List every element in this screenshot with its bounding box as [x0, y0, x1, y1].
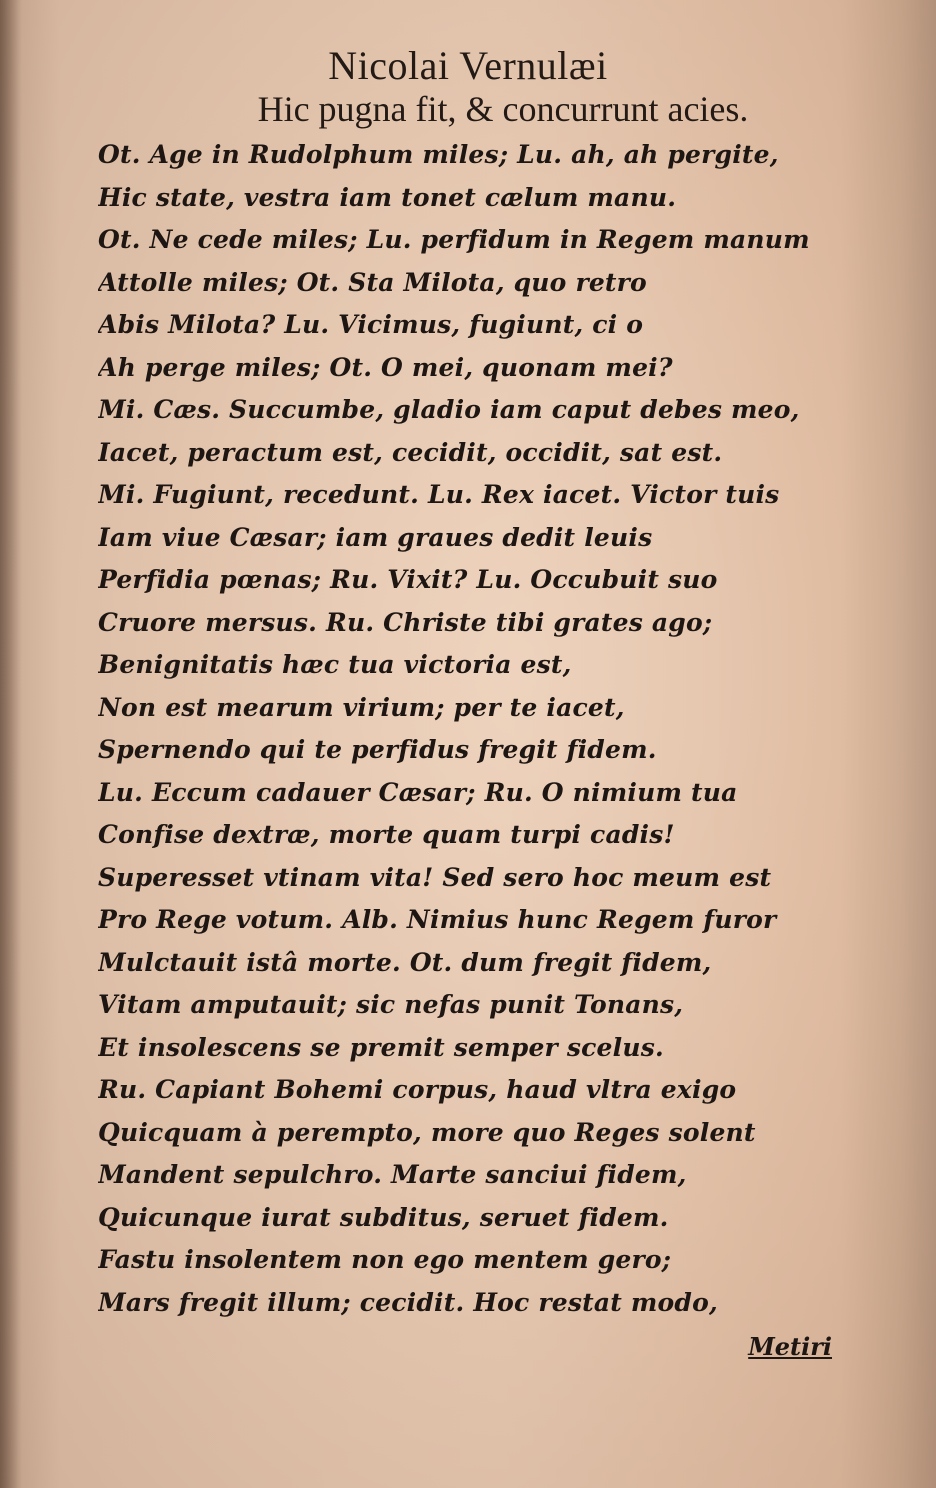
verse-line-18 [98, 857, 858, 900]
verse-line-28 [98, 1282, 858, 1325]
verse-line-19 [98, 899, 858, 942]
verse-text: Vitam amputauit; sic nefas punit Tonans, [98, 990, 684, 1019]
verse-line-23 [98, 1069, 858, 1112]
verse-text: Cruore mersus. Ru. Christe tibi grates ago; [98, 607, 713, 637]
verse-text: Pro Rege votum. Alb. Nimius hunc Regem furor [98, 905, 777, 934]
verse-line-6 [98, 347, 858, 390]
verse-text: Fastu insolentem non ego mentem gero; [98, 1245, 672, 1274]
verse-text: Attolle miles; Ot. Sta Milota, quo retro [98, 267, 647, 297]
verse-line-24 [98, 1112, 858, 1155]
verse-line-8 [98, 432, 858, 475]
verse-text: Iacet, peractum est, cecidit, occidit, sat est. [98, 437, 723, 467]
verse-line-11 [98, 559, 858, 602]
gutter-shadow [0, 0, 22, 1488]
verse-text: Benignitatis hæc tua victoria est, [98, 650, 572, 679]
verse-line-14 [98, 687, 858, 730]
verse-line-9 [98, 474, 858, 517]
verse-text: Confise dextræ, morte quam turpi cadis! [98, 820, 675, 849]
verse-text: Ot. Age in Rudolphum miles; Lu. ah, ah pergite, [98, 140, 779, 169]
verse-text: Ru. Capiant Bohemi corpus, haud vltra exigo [98, 1075, 737, 1104]
verse-line-27 [98, 1239, 858, 1282]
verse-text: Mars fregit illum; cecidit. Hoc restat modo, [98, 1287, 718, 1317]
verse-line-25 [98, 1154, 858, 1197]
verse-text: Et insolescens se premit semper scelus. [98, 1032, 664, 1062]
verse-line-7 [98, 389, 858, 432]
verse-text: Perfidia pœnas; Ru. Vixit? Lu. Occubuit suo [98, 565, 718, 594]
verse-line-20 [98, 942, 858, 985]
verse-text: Quicquam à perempto, more quo Reges solent [98, 1117, 756, 1147]
verse-text: Hic state, vestra iam tonet cælum manu. [98, 182, 677, 212]
verse-line-1 [98, 134, 858, 177]
verse-text: Ah perge miles; Ot. O mei, quonam mei? [98, 352, 673, 382]
verse-text: Superesset vtinam vita! Sed sero hoc meum est [98, 862, 772, 892]
verse-line-5 [98, 304, 858, 347]
verse-text: Mi. Fugiunt, recedunt. Lu. Rex iacet. Victor tuis [98, 480, 780, 509]
verse-text: Ot. Ne cede miles; Lu. perfidum in Regem manum [98, 225, 810, 254]
catchword: Metiri [748, 1332, 832, 1361]
verse-text: Quicunque iurat subditus, seruet fidem. [98, 1202, 669, 1232]
verse-line-15 [98, 729, 858, 772]
verse-line-21 [98, 984, 858, 1027]
verse-text: Abis Milota? Lu. Vicimus, fugiunt, ci o [98, 310, 644, 339]
verse-line-22 [98, 1027, 858, 1070]
verse-text: Mi. Cæs. Succumbe, gladio iam caput debes meo, [98, 395, 800, 424]
stage-direction: Hic pugna fit, & concurrunt acies. [257, 89, 749, 129]
verse-text: Non est mearum virium; per te iacet, [98, 692, 625, 722]
verse-line-2 [98, 177, 858, 220]
verse-text: Lu. Eccum cadauer Cæsar; Ru. O nimium tua [98, 777, 738, 807]
verse-line-13 [98, 644, 858, 687]
verse-line-10 [98, 517, 858, 560]
verse-line-4 [98, 262, 858, 305]
verse-line-17 [98, 814, 858, 857]
verse-lines [98, 134, 858, 1324]
verse-line-3 [98, 219, 858, 262]
running-head: Nicolai Vernulæi [328, 43, 608, 88]
verse-text: Mandent sepulchro. Marte sanciui fidem, [98, 1160, 687, 1189]
verse-line-12 [98, 602, 858, 645]
verse-line-16 [98, 772, 858, 815]
verse-text: Spernendo qui te perfidus fregit fidem. [98, 735, 657, 764]
verse-text: Mulctauit istâ morte. Ot. dum fregit fidem, [98, 947, 712, 977]
verse-line-26 [98, 1197, 858, 1240]
verse-text: Iam viue Cæsar; iam graues dedit leuis [98, 522, 653, 552]
